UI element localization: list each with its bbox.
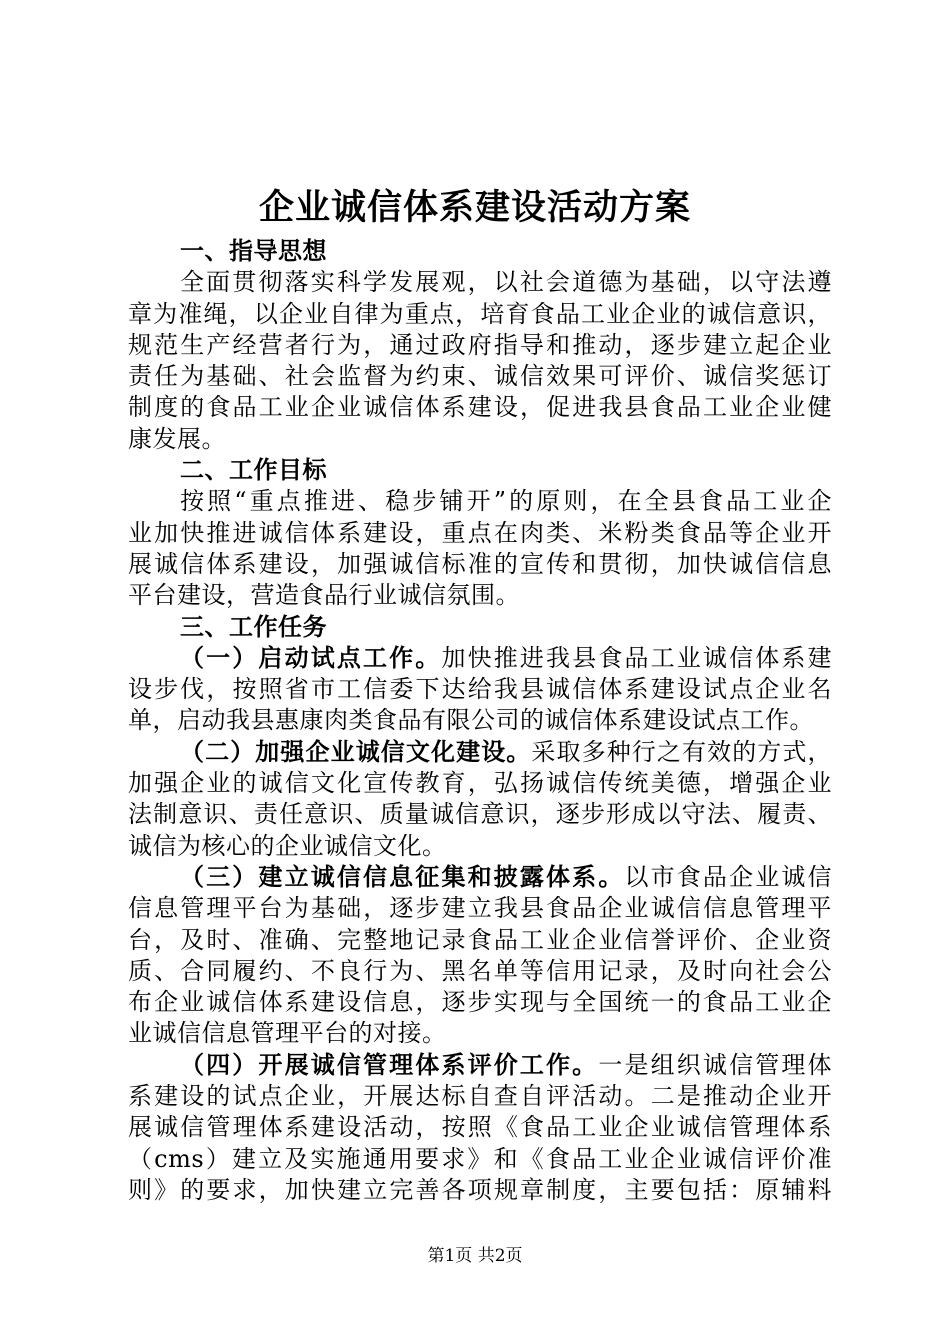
paragraph-line: 信息管理平台为基础，逐步建立我县食品企业诚信信息管理平	[128, 894, 832, 923]
paragraph-line: 布企业诚信体系建设信息，逐步实现与全国统一的食品工业企	[128, 988, 832, 1017]
paragraph-line: 业诚信信息管理平台的对接。	[128, 1019, 447, 1048]
paragraph-line: 按照“重点推进、稳步铺开”的原则，在全县食品工业企	[180, 487, 832, 516]
paragraph-line: 责任为基础、社会监督为约束、诚信效果可评价、诚信奖惩订	[128, 362, 832, 391]
task-2-text: 采取多种行之有效的方式，	[531, 737, 833, 766]
section-heading-work-goals: 二、工作目标	[180, 456, 327, 485]
task-3-first-line	[128, 862, 832, 893]
section-heading-work-tasks: 三、工作任务	[180, 612, 327, 641]
task-1-text: 加快推进我县食品工业诚信体系建	[441, 643, 833, 672]
paragraph-line: 展诚信体系建设，加强诚信标准的宣传和贯彻，加快诚信信息	[128, 549, 832, 578]
paragraph-line: 系建设的试点企业，开展达标自查自评活动。二是推动企业开	[128, 1082, 832, 1111]
task-3-title: （三）建立诚信信息征集和披露体系。	[180, 862, 625, 891]
task-2-title: （二）加强企业诚信文化建设。	[180, 737, 532, 766]
task-4-first-line	[128, 1050, 832, 1081]
paragraph-line: 展诚信管理体系建设活动，按照《食品工业企业诚信管理体系	[128, 1113, 832, 1142]
task-2-first-line	[128, 737, 832, 768]
task-1-title: （一）启动试点工作。	[180, 643, 442, 672]
paragraph-line: 规范生产经营者行为，通过政府指导和推动，逐步建立起企业	[128, 330, 832, 359]
document-body	[128, 236, 832, 1206]
paragraph-line: 单，启动我县惠康肉类食品有限公司的诚信体系建设试点工作。	[128, 706, 814, 735]
task-4-title: （四）开展诚信管理体系评价工作。	[180, 1050, 599, 1079]
paragraph-line: 全面贯彻落实科学发展观，以社会道德为基础，以守法遵	[180, 268, 832, 297]
paragraph-line: 诚信为核心的企业诚信文化。	[128, 831, 447, 860]
paragraph-line: 业加快推进诚信体系建设，重点在肉类、米粉类食品等企业开	[128, 518, 832, 547]
paragraph-line: 制度的食品工业企业诚信体系建设，促进我县食品工业企业健	[128, 393, 832, 422]
paragraph-line: 台，及时、准确、完整地记录食品工业企业信誉评价、企业资	[128, 925, 832, 954]
section-heading-guiding-ideology: 一、指导思想	[180, 237, 327, 265]
paragraph-line: （cms）建立及实施通用要求》和《食品工业企业诚信评价准	[128, 1144, 832, 1173]
paragraph-line: 法制意识、责任意识、质量诚信意识，逐步形成以守法、履责、	[128, 800, 832, 829]
task-3-text: 以市食品企业诚信	[624, 862, 833, 891]
paragraph-line: 平台建设，营造食品行业诚信氛围。	[128, 581, 520, 610]
paragraph-line: 质、合同履约、不良行为、黑名单等信用记录，及时向社会公	[128, 956, 832, 985]
page-number-footer: 第1页 共2页	[427, 1246, 523, 1266]
task-1-first-line	[128, 643, 832, 674]
paragraph-line: 则》的要求，加快建立完善各项规章制度，主要包括：原辅料	[128, 1175, 832, 1204]
paragraph-line: 加强企业的诚信文化宣传教育，弘扬诚信传统美德，增强企业	[128, 769, 832, 798]
paragraph-line: 设步伐，按照省市工信委下达给我县诚信体系建设试点企业名	[128, 675, 832, 704]
task-4-text: 一是组织诚信管理体	[598, 1050, 833, 1079]
paragraph-line: 康发展。	[128, 424, 226, 453]
document-title: 企业诚信体系建设活动方案	[258, 188, 691, 228]
paragraph-line: 章为准绳，以企业自律为重点，培育食品工业企业的诚信意识，	[128, 299, 832, 328]
